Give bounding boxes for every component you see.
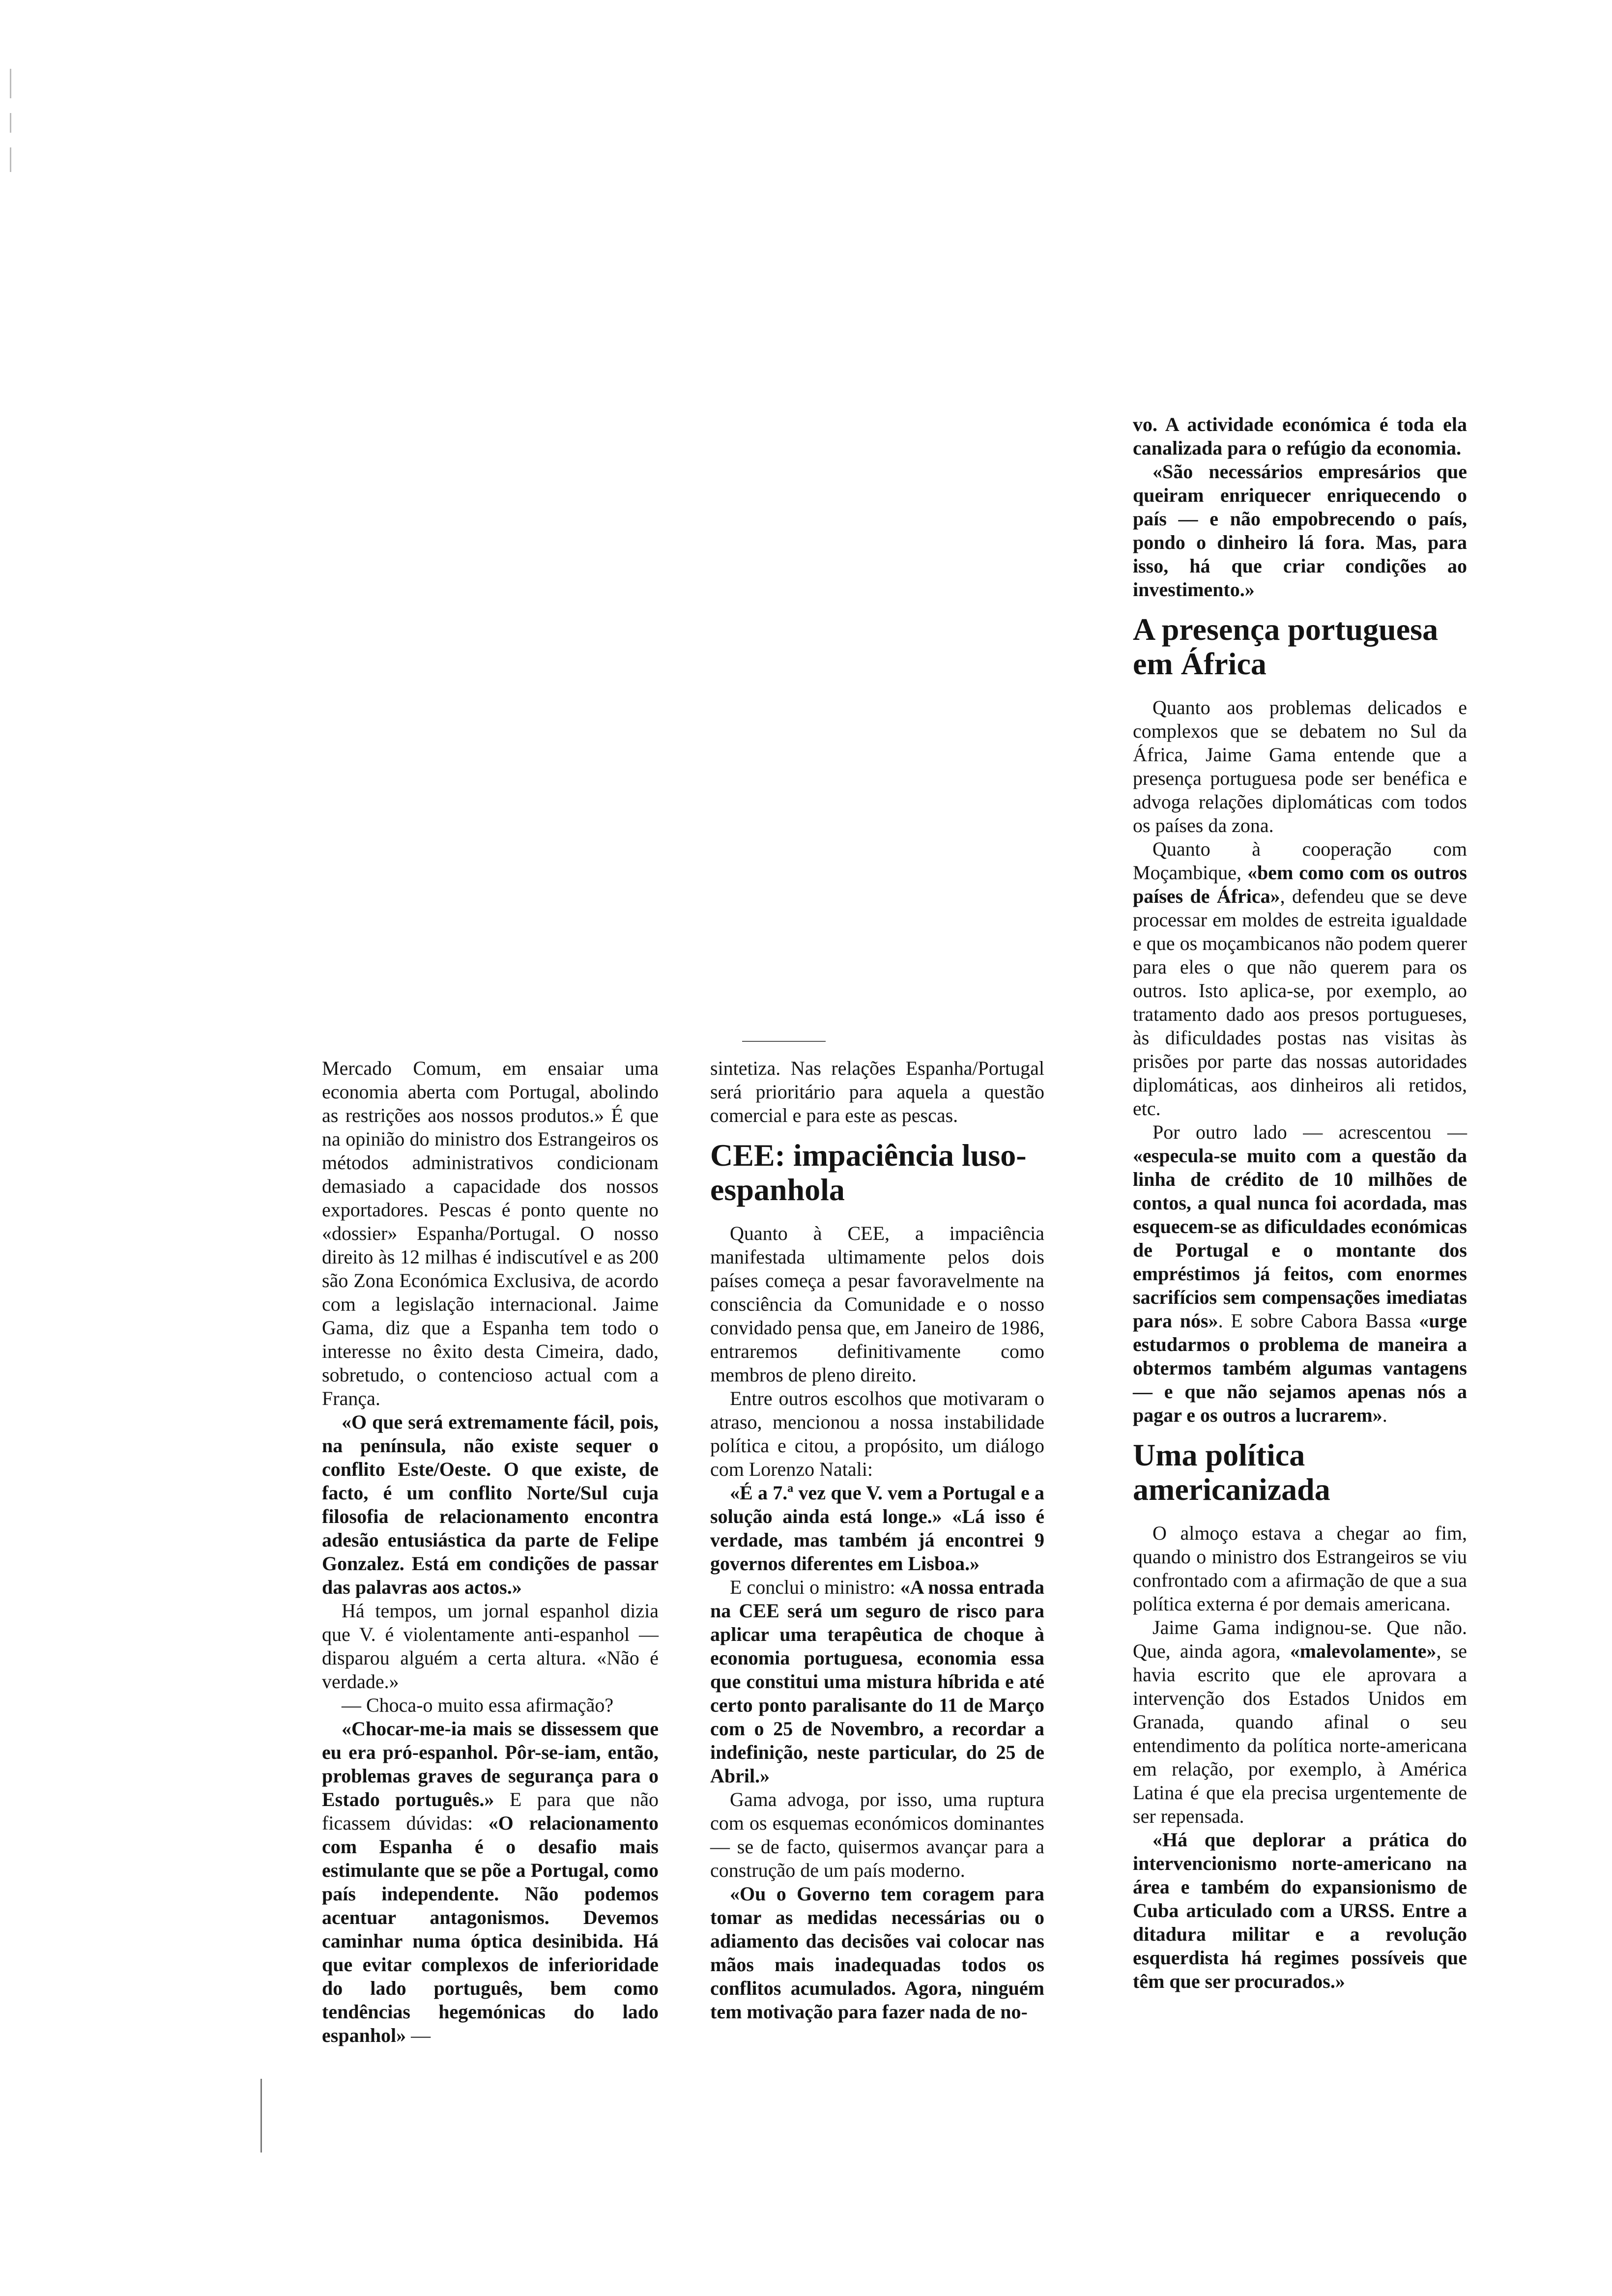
text: . (1382, 1404, 1387, 1426)
text: Por outro lado — acrescentou — (1152, 1121, 1467, 1143)
section-heading: Uma política americanizada (1133, 1437, 1330, 1507)
paragraph: — Choca-o muito essa afirmação? (342, 1694, 614, 1716)
text: . E sobre Cabora Bassa (1218, 1310, 1419, 1332)
paragraph: Mercado Comum, em ensaiar uma economia aberta com Portugal, abolindo as restrições aos nossos produtos.» É que na opinião do ministro dos Estrangeiros os métodos administrativos condicionam demasiado a capacidade dos nossos exportadores. Pescas é ponto quente no «dossier» Espanha/Portugal. O nosso direito às 12 milhas é indiscutível e as 200 são Zona Económica Exclusiva, de acordo com a legislação internacional. Jaime Gama, diz que a Espanha tem todo o interesse no êxito desta Cimeira, dado, sobretudo, o contencioso actual com a França. (322, 1057, 659, 1409)
article-column-2 (710, 1057, 1044, 2024)
margin-tick (10, 113, 11, 133)
quote: «bem como com os outros países de África» (1133, 861, 1468, 907)
text: — (406, 2024, 431, 2046)
column-top-rule (742, 1041, 826, 1042)
paragraph: O almoço estava a chegar ao fim, quando o ministro dos Estrangeiros se viu confrontado com a afirmação de que a sua política externa é por demais americana. (1133, 1522, 1467, 1615)
paragraph: sintetiza. Nas relações Espanha/Portugal será prioritário para aquela a questão comercial e para este as pescas. (710, 1057, 1044, 1126)
quote: «Chocar-me-ia mais se dissessem que eu era pró-espanhol. Pôr-se-iam, então, problemas graves de segurança para o Estado português.» (322, 1718, 659, 1810)
margin-tick (10, 147, 11, 172)
article-column-1 (322, 1057, 659, 2047)
article-column-3 (1133, 413, 1467, 1993)
paragraph (1133, 837, 1467, 1120)
paragraph: Entre outros escolhos que motivaram o atraso, mencionou a nossa instabilidade política e citou, a propósito, um diálogo com Lorenzo Natali: (710, 1387, 1044, 1480)
paragraph: vo. A actividade económica é toda ela canalizada para o refúgio da economia. (1133, 413, 1467, 459)
text: Jaime Gama indignou-se. Que não. Que, ainda agora, (1133, 1616, 1467, 1662)
quote: «malevolamente» (1290, 1640, 1437, 1662)
paragraph (1133, 1616, 1467, 1828)
text: , se havia escrito que ele aprovara a intervenção dos Estados Unidos em Granada, quando afinal o seu entendimento da política norte-americana em relação, por exemplo, à América Latina é que ela precisa urgentemente de ser repensada. (1133, 1640, 1467, 1827)
quote-paragraph: «São necessários empresários que queiram enriquecer enriquecendo o país — e não empobrecendo o país, pondo o dinheiro lá fora. Mas, para isso, há que criar condições ao investimento.» (1133, 460, 1467, 601)
section-heading: A presença portuguesa em África (1133, 612, 1439, 681)
quote: «especula-se muito com a questão da linha de crédito de 10 milhões de contos, a qual nunca foi acordada, mas esquecem-se as dificuldades económicas de Portugal e o montante dos empréstimos já feitos, com enormes sacrifícios sem compensações imediatas para nós» (1133, 1145, 1467, 1332)
quote-paragraph: «O que será extremamente fácil, pois, na península, não existe sequer o conflito Este/Oeste. O que existe, de facto, é um conflito Norte/Sul cuja filosofia de relacionamento encontra adesão entusiástica da parte de Felipe Gonzalez. Está em condições de passar das palavras aos actos.» (322, 1411, 659, 1598)
quote-paragraph: «Ou o Governo tem coragem para tomar as medidas necessárias ou o adiamento das decisões vai colocar nas mãos mais inadequadas todos os conflitos acumulados. Agora, ninguém tem motivação para fazer nada de no- (710, 1883, 1044, 2023)
quote: «O relacionamento com Espanha é o desafio mais estimulante que se põe a Portugal, como país independente. Não podemos acentuar antagonismos. Devemos caminhar numa óptica desinibida. Há que evitar complexos de inferioridade do lado português, bem como tendências hegemónicas do lado espanhol» (322, 1812, 659, 2046)
paragraph (322, 1717, 659, 2047)
margin-tick (10, 69, 11, 98)
quote-paragraph: «Há que deplorar a prática do intervencionismo norte-americano na área e também do expansionismo de Cuba articulado com a URSS. Entre a ditadura militar e a revolução esquerdista há regimes possíveis que têm que ser procurados.» (1133, 1829, 1467, 1992)
paragraph: Há tempos, um jornal espanhol dizia que V. é violentamente anti-espanhol — disparou alguém a certa altura. «Não é verdade.» (322, 1600, 659, 1693)
section-heading: CEE: impaciência luso-espanhola (710, 1138, 1027, 1207)
quote: «urge estudarmos o problema de maneira a obtermos também algumas vantagens — e que não sejamos apenas nós a pagar e os outros a lucrarem» (1133, 1310, 1468, 1426)
text: Quanto à cooperação com Moçambique, (1133, 838, 1467, 884)
quote: «A nossa entrada na CEE será um seguro de risco para aplicar uma terapêutica de choque à economia portuguesa, economia essa que constitui uma mistura híbrida e até certo ponto paralisante do 11 de Março com o 25 de Novembro, a recordar a indefinição, neste particular, do 25 de Abril.» (710, 1576, 1045, 1787)
text: , defendeu que se deve processar em moldes de estreita igualdade e que os moçambicanos não podem querer para eles o que não querem para os outros. Isto aplica-se, por exemplo, ao tratamento dado aos presos portugueses, às dificuldades postas nas visitas às prisões por parte das nossas autoridades diplomáticas, aos dinheiros ali retidos, etc. (1133, 885, 1468, 1119)
text: E conclui o ministro: (730, 1576, 900, 1598)
paragraph: Gama advoga, por isso, uma ruptura com os esquemas económicos dominantes — se de facto, quisermos avançar para a construção de um país moderno. (710, 1788, 1044, 1881)
paragraph: Quanto à CEE, a impaciência manifestada ultimamente pelos dois países começa a pesar favoravelmente na consciência da Comunidade e o nosso convidado pensa que, em Janeiro de 1986, entraremos definitivamente como membros de pleno direito. (710, 1222, 1044, 1386)
text: E para que não ficassem dúvidas: (322, 1788, 659, 1834)
quote-paragraph: «É a 7.ª vez que V. vem a Portugal e a solução ainda está longe.» «Lá isso é verdade, mas também já encontrei 9 governos diferentes em Lisboa.» (710, 1482, 1044, 1575)
column-margin-line (260, 2079, 262, 2152)
paragraph: Quanto aos problemas delicados e complexos que se debatem no Sul da África, Jaime Gama entende que a presença portuguesa pode ser benéfica e advoga relações diplomáticas com todos os países da zona. (1133, 696, 1467, 836)
paragraph (710, 1576, 1044, 1788)
paragraph (1133, 1120, 1467, 1427)
